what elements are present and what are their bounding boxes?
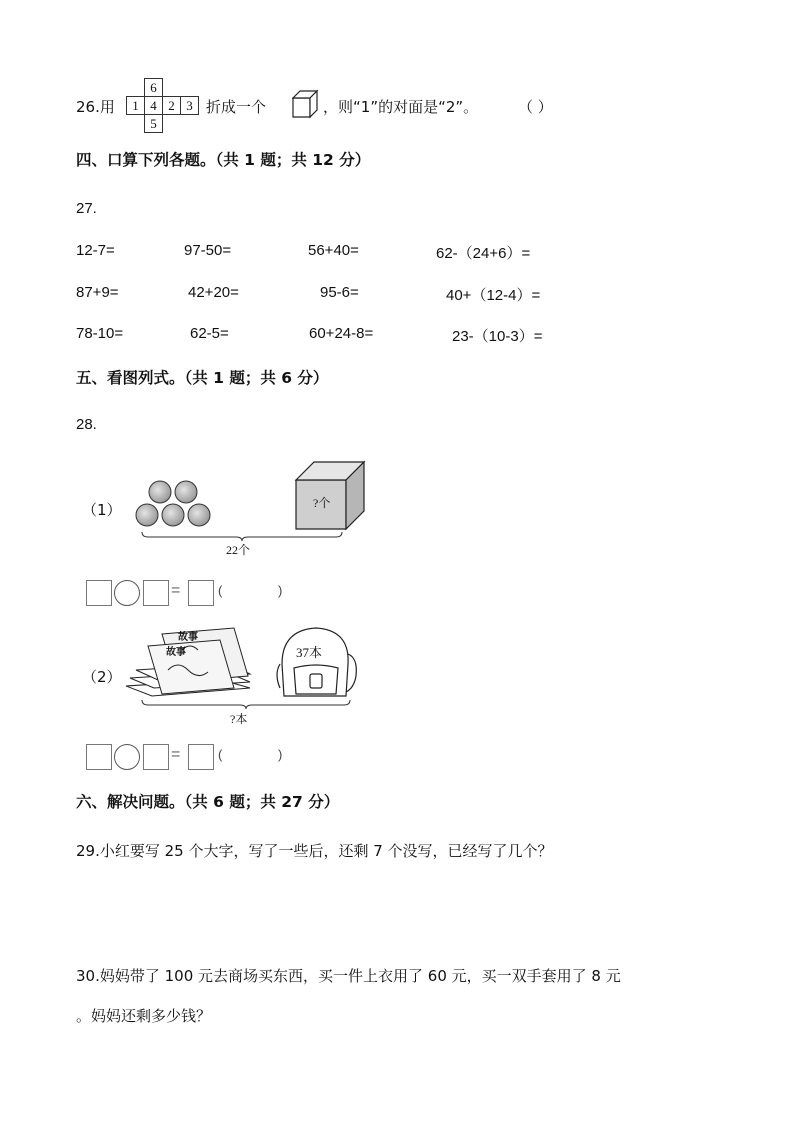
answer-box[interactable] [188,580,214,606]
equals-sign: = [171,746,181,763]
calc-item: 78-10= [76,325,124,342]
net-cell: 4 [145,97,163,115]
calc-item: 12-7= [76,242,115,259]
calc-item: 87+9= [76,284,119,301]
calc-item: 62-5= [190,325,229,342]
schoolbag-icon [272,624,362,700]
calc-item: 62-（24+6）= [436,245,531,262]
net-cell: 2 [163,97,181,115]
q26-mid: 折成一个 [206,98,267,116]
q30-line1: 30.妈妈带了 100 元去商场买东西，买一件上衣用了 60 元，买一双手套用了 8 元 [76,967,621,985]
answer-box[interactable] [86,744,112,770]
answer-paren: （ ） [518,98,553,116]
net-cell: 3 [181,97,199,115]
calc-item: 40+（12-4）= [446,287,541,304]
balls-figure [130,478,214,530]
calc-item: 23-（10-3）= [452,328,543,345]
section-title-4: 四、口算下列各题。（共 1 题；共 12 分） [76,151,371,169]
part1-label: （1） [82,501,122,519]
answer-box[interactable] [143,744,169,770]
q27-number: 27. [76,200,97,217]
answer-box[interactable] [188,744,214,770]
book-title: 故事 [166,647,186,658]
part2-label: （2） [82,668,122,686]
q26-suffix: ，则“1”的对面是“2”。 [323,98,479,116]
unit-paren-close: ) [278,583,283,598]
q28-number: 28. [76,416,97,433]
calc-item: 42+20= [188,284,239,301]
cube-net-figure [126,78,199,133]
box-label: ?个 [313,496,331,510]
net-cell-bottom: 5 [145,115,163,133]
unit-paren-close: ) [278,747,283,762]
net-cell-top: 6 [145,79,163,97]
calc-item: 60+24-8= [309,325,374,342]
q30-line2: 。妈妈还剩多少钱？ [76,1007,212,1025]
equals-sign: = [171,582,181,599]
unit-paren-open: ( [218,747,223,762]
small-cube-icon [290,88,320,120]
q26-prefix: 26.用 [76,98,115,116]
answer-box[interactable] [143,580,169,606]
calc-item: 56+40= [308,242,359,259]
book-title: 故事 [178,632,198,643]
q29-text: 29.小红要写 25 个大字，写了一些后，还剩 7 个没写，已经写了几个？ [76,842,553,860]
section-title-6: 六、解决问题。（共 6 题；共 27 分） [76,793,340,811]
section-title-5: 五、看图列式。（共 1 题；共 6 分） [76,369,329,387]
net-cell: 1 [127,97,145,115]
bag-label: 37本 [296,645,323,660]
calc-item: 95-6= [320,284,359,301]
answer-box[interactable] [86,580,112,606]
unit-paren-open: ( [218,583,223,598]
operator-circle[interactable] [114,744,140,770]
brace-2 [140,698,352,710]
calc-item: 97-50= [184,242,232,259]
operator-circle[interactable] [114,580,140,606]
total-1: 22个 [226,543,251,557]
total-2: ?本 [230,712,248,726]
